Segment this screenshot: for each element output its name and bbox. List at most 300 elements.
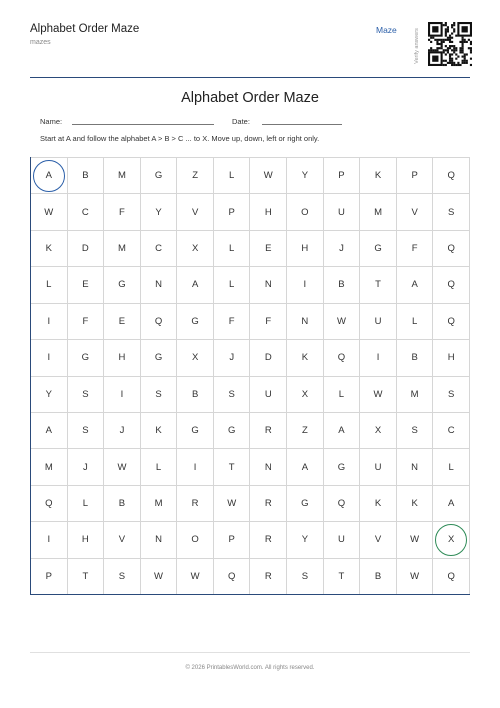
maze-cell[interactable] — [214, 558, 251, 594]
maze-cell[interactable] — [68, 558, 105, 594]
maze-cell[interactable] — [397, 558, 434, 594]
maze-cell[interactable] — [177, 157, 214, 193]
maze-cell[interactable] — [68, 485, 105, 521]
maze-cell-letter: U — [374, 315, 382, 327]
maze-cell-letter: H — [264, 206, 272, 218]
maze-cell[interactable] — [141, 448, 178, 484]
maze-cell[interactable] — [360, 193, 397, 229]
maze-cell-letter: K — [45, 243, 52, 255]
maze-cell-letter: P — [228, 206, 235, 218]
maze-cell[interactable] — [214, 193, 251, 229]
maze-cell[interactable] — [214, 485, 251, 521]
maze-cell-letter: B — [82, 170, 89, 182]
maze-cell-letter: X — [191, 352, 199, 364]
maze-cell[interactable] — [397, 303, 434, 339]
maze-cell-letter: B — [374, 570, 382, 582]
maze-cell-letter: Q — [447, 570, 455, 582]
maze-cell[interactable] — [104, 303, 141, 339]
maze-cell[interactable] — [250, 485, 287, 521]
maze-cell-letter: R — [264, 534, 272, 546]
maze-cell[interactable] — [141, 485, 178, 521]
maze-cell-letter: W — [263, 170, 273, 182]
maze-cell-letter: K — [374, 170, 382, 182]
maze-cell[interactable] — [214, 521, 251, 557]
maze-cell-letter: B — [191, 388, 199, 400]
maze-cell[interactable] — [287, 448, 324, 484]
maze-cell[interactable] — [287, 558, 324, 594]
maze-cell-letter: W — [336, 315, 346, 327]
maze-cell-letter: S — [411, 425, 418, 437]
maze-cell[interactable] — [433, 193, 470, 229]
maze-cell[interactable] — [397, 412, 434, 448]
maze-cell[interactable] — [177, 521, 214, 557]
maze-cell-letter: Q — [447, 315, 455, 327]
maze-cell-letter: P — [338, 170, 345, 182]
maze-cell[interactable] — [397, 157, 434, 193]
maze-cell-letter: J — [339, 243, 344, 255]
maze-cell-letter: K — [301, 352, 309, 364]
maze-cell-letter: S — [155, 388, 162, 400]
maze-cell[interactable] — [287, 485, 324, 521]
maze-cell-letter: R — [264, 425, 272, 437]
maze-cell-letter: T — [375, 279, 381, 291]
header-rule — [30, 77, 470, 78]
maze-cell[interactable] — [324, 193, 361, 229]
maze-cell-letter: A — [301, 461, 309, 473]
maze-cell-letter: N — [155, 534, 162, 546]
maze-cell[interactable] — [31, 521, 68, 557]
maze-cell-letter: S — [118, 570, 126, 582]
maze-cell[interactable] — [141, 376, 178, 412]
maze-cell-letter: F — [411, 243, 418, 255]
page-title: Alphabet Order Maze — [181, 90, 319, 106]
maze-cell[interactable] — [104, 485, 141, 521]
maze-cell[interactable] — [177, 230, 214, 266]
maze-cell[interactable] — [104, 376, 141, 412]
maze-cell-letter: W — [410, 534, 420, 546]
maze-cell[interactable] — [360, 485, 397, 521]
maze-cell-letter: B — [118, 497, 126, 509]
maze-cell-letter: Q — [337, 352, 346, 364]
maze-cell[interactable] — [141, 339, 178, 375]
maze-cell[interactable] — [214, 230, 251, 266]
maze-cell[interactable] — [324, 376, 361, 412]
maze-cell-letter: H — [118, 352, 126, 364]
maze-cell-letter: H — [81, 534, 89, 546]
maze-cell-letter: M — [44, 461, 53, 473]
date-label: Date: — [232, 117, 250, 126]
maze-cell[interactable] — [324, 412, 361, 448]
maze-cell[interactable] — [104, 339, 141, 375]
maze-cell-letter: A — [191, 279, 199, 291]
maze-cell[interactable] — [433, 266, 470, 302]
verify-answers-label — [410, 22, 424, 70]
maze-cell-letter: S — [448, 388, 455, 400]
maze-cell-letter: Z — [301, 425, 308, 437]
maze-cell[interactable] — [68, 448, 105, 484]
maze-cell[interactable] — [68, 266, 105, 302]
maze-cell[interactable] — [397, 230, 434, 266]
maze-cell-letter: S — [228, 388, 235, 400]
maze-cell[interactable] — [324, 448, 361, 484]
maze-cell[interactable] — [287, 412, 324, 448]
footer-rule — [30, 652, 470, 653]
maze-cell[interactable] — [324, 558, 361, 594]
maze-cell-letter: L — [229, 243, 235, 255]
maze-cell-letter: G — [154, 170, 163, 182]
maze-cell-letter: I — [303, 279, 307, 291]
maze-cell-letter: N — [301, 315, 309, 327]
maze-cell-letter: L — [338, 388, 345, 400]
maze-cell-letter: T — [82, 570, 89, 582]
maze-cell-letter: D — [264, 352, 272, 364]
maze-cell-letter: R — [264, 497, 272, 509]
maze-cell[interactable] — [68, 376, 105, 412]
maze-cell[interactable] — [250, 157, 287, 193]
maze-cell-letter: L — [82, 497, 89, 509]
maze-cell[interactable] — [360, 521, 397, 557]
maze-cell[interactable] — [433, 558, 470, 594]
maze-cell[interactable] — [177, 193, 214, 229]
maze-cell-letter: O — [191, 534, 199, 546]
site-subtitle: mazes — [30, 39, 51, 46]
maze-cell-letter: G — [191, 315, 199, 327]
maze-cell-letter: M — [374, 206, 382, 218]
maze-cell-letter: O — [301, 206, 309, 218]
maze-link[interactable]: Maze — [376, 25, 397, 35]
maze-cell-letter: I — [193, 461, 197, 473]
maze-cell[interactable] — [68, 157, 105, 193]
maze-cell-letter: V — [118, 534, 126, 546]
maze-cell-letter: A — [338, 425, 345, 437]
maze-cell[interactable] — [214, 339, 251, 375]
maze-cell[interactable] — [324, 485, 361, 521]
maze-cell-letter: Q — [447, 170, 455, 182]
maze-cell[interactable] — [250, 448, 287, 484]
maze-cell[interactable] — [287, 376, 324, 412]
maze-cell[interactable] — [360, 339, 397, 375]
maze-cell-letter: L — [229, 279, 235, 291]
maze-cell-letter: W — [373, 388, 383, 400]
verify-answers-text: Verify answers — [414, 28, 420, 64]
maze-cell-letter: J — [82, 461, 88, 473]
maze-cell[interactable] — [104, 521, 141, 557]
maze-cell[interactable] — [250, 521, 287, 557]
maze-cell[interactable] — [104, 157, 141, 193]
maze-cell[interactable] — [433, 412, 470, 448]
maze-cell[interactable] — [397, 521, 434, 557]
maze-cell[interactable] — [68, 412, 105, 448]
maze-cell[interactable] — [287, 521, 324, 557]
maze-cell[interactable] — [68, 230, 105, 266]
name-field[interactable] — [72, 124, 214, 125]
name-label: Name: — [40, 117, 63, 126]
maze-cell-letter: M — [117, 170, 126, 182]
maze-cell[interactable] — [287, 266, 324, 302]
maze-cell-letter: Q — [447, 279, 455, 291]
maze-cell-letter: F — [228, 315, 235, 327]
maze-cell[interactable] — [324, 521, 361, 557]
maze-cell-letter: G — [301, 497, 309, 509]
maze-cell[interactable] — [214, 376, 251, 412]
maze-cell[interactable] — [360, 266, 397, 302]
maze-cell[interactable] — [397, 266, 434, 302]
maze-cell[interactable] — [31, 193, 68, 229]
maze-cell[interactable] — [250, 230, 287, 266]
maze-cell[interactable] — [287, 230, 324, 266]
maze-cell[interactable] — [141, 157, 178, 193]
maze-cell-letter: W — [410, 570, 420, 582]
maze-cell-letter: G — [118, 279, 126, 291]
maze-cell[interactable] — [177, 485, 214, 521]
maze-cell-letter: B — [411, 352, 418, 364]
maze-cell-letter: V — [191, 206, 199, 218]
maze-cell-letter: S — [82, 388, 89, 400]
maze-cell-letter: Z — [192, 170, 199, 182]
maze-cell-letter: I — [47, 315, 51, 327]
maze-cell-letter: P — [228, 534, 235, 546]
site-title: Alphabet Order Maze — [30, 23, 140, 35]
maze-cell-letter: M — [154, 497, 163, 509]
maze-cell-letter: K — [374, 497, 382, 509]
maze-cell-letter: Q — [447, 243, 455, 255]
maze-cell-letter: Q — [154, 315, 163, 327]
maze-cell[interactable] — [360, 448, 397, 484]
maze-cell-letter: C — [155, 243, 162, 255]
maze-cell[interactable] — [177, 266, 214, 302]
maze-cell-letter: G — [81, 352, 90, 364]
maze-cell[interactable] — [141, 230, 178, 266]
maze-cell[interactable] — [177, 303, 214, 339]
maze-cell[interactable] — [214, 303, 251, 339]
maze-cell-letter: I — [376, 352, 380, 364]
maze-cell-letter: G — [374, 243, 382, 255]
maze-cell-letter: I — [47, 534, 51, 546]
maze-cell-letter: R — [264, 570, 272, 582]
maze-cell-letter: I — [47, 352, 51, 364]
maze-cell[interactable] — [104, 193, 141, 229]
maze-cell-letter: F — [265, 315, 272, 327]
qr-code-icon[interactable] — [428, 17, 472, 71]
maze-cell-letter: N — [411, 461, 419, 473]
maze-cell[interactable] — [433, 157, 470, 193]
maze-cell[interactable] — [31, 339, 68, 375]
maze-cell[interactable] — [141, 558, 178, 594]
maze-cell-letter: D — [81, 243, 89, 255]
maze-cell-letter: W — [190, 570, 200, 582]
maze-cell-letter: S — [301, 570, 309, 582]
maze-cell[interactable] — [214, 157, 251, 193]
maze-grid — [30, 157, 470, 595]
maze-cell[interactable] — [250, 266, 287, 302]
maze-cell[interactable] — [177, 448, 214, 484]
maze-cell-letter: H — [447, 352, 455, 364]
maze-cell-letter: U — [374, 461, 382, 473]
maze-cell[interactable] — [141, 303, 178, 339]
maze-cell-letter: Y — [301, 534, 309, 546]
maze-cell[interactable] — [214, 412, 251, 448]
maze-cell-letter: Y — [45, 388, 52, 400]
maze-cell[interactable] — [141, 193, 178, 229]
maze-cell[interactable] — [177, 339, 214, 375]
maze-cell-letter: P — [45, 570, 52, 582]
maze-cell[interactable] — [68, 303, 105, 339]
maze-cell-letter: U — [338, 206, 345, 218]
maze-cell-letter: A — [411, 279, 418, 291]
maze-cell-letter: H — [301, 243, 309, 255]
maze-cell[interactable] — [104, 558, 141, 594]
maze-cell[interactable] — [324, 230, 361, 266]
maze-cell-letter: L — [46, 279, 52, 291]
maze-cell[interactable] — [397, 339, 434, 375]
maze-cell-letter: M — [117, 243, 126, 255]
maze-cell-letter: U — [338, 534, 345, 546]
maze-cell[interactable] — [433, 303, 470, 339]
maze-cell-letter: M — [410, 388, 419, 400]
maze-cell[interactable] — [433, 485, 470, 521]
maze-cell[interactable] — [324, 157, 361, 193]
maze-cell[interactable] — [250, 303, 287, 339]
maze-cell-letter: W — [227, 497, 237, 509]
maze-cell-letter: W — [154, 570, 164, 582]
maze-cell[interactable] — [31, 376, 68, 412]
maze-cell-letter: W — [117, 461, 127, 473]
maze-cell-letter: X — [448, 534, 455, 546]
maze-cell[interactable] — [104, 230, 141, 266]
maze-cell-letter: X — [191, 243, 199, 255]
maze-cell-letter: Q — [45, 497, 53, 509]
maze-cell-letter: X — [301, 388, 309, 400]
maze-cell[interactable] — [68, 339, 105, 375]
maze-cell-letter: E — [118, 315, 126, 327]
maze-cell-letter: C — [447, 425, 455, 437]
maze-cell[interactable] — [31, 558, 68, 594]
maze-cell[interactable] — [104, 448, 141, 484]
maze-cell-letter: J — [229, 352, 235, 364]
maze-cell[interactable] — [214, 448, 251, 484]
maze-cell[interactable] — [177, 376, 214, 412]
maze-cell-letter: Q — [337, 497, 346, 509]
maze-cell-letter: T — [338, 570, 345, 582]
maze-cell[interactable] — [177, 558, 214, 594]
maze-cell[interactable] — [360, 412, 397, 448]
maze-cell-letter: F — [82, 315, 89, 327]
maze-cell-letter: P — [411, 170, 418, 182]
maze-cell[interactable] — [324, 303, 361, 339]
maze-cell[interactable] — [360, 303, 397, 339]
maze-cell-letter: K — [155, 425, 162, 437]
maze-cell[interactable] — [433, 339, 470, 375]
maze-cell[interactable] — [31, 412, 68, 448]
maze-cell[interactable] — [287, 339, 324, 375]
maze-cell[interactable] — [31, 230, 68, 266]
maze-cell[interactable] — [397, 485, 434, 521]
maze-cell[interactable] — [214, 266, 251, 302]
maze-cell-letter: S — [448, 206, 455, 218]
maze-cell[interactable] — [433, 230, 470, 266]
maze-cell-letter: L — [411, 315, 418, 327]
maze-cell-letter: E — [82, 279, 89, 291]
maze-cell[interactable] — [360, 376, 397, 412]
maze-cell[interactable] — [141, 521, 178, 557]
maze-cell-letter: A — [448, 497, 455, 509]
maze-cell-letter: G — [154, 352, 163, 364]
maze-cell-letter: G — [228, 425, 236, 437]
maze-cell-letter: L — [448, 461, 454, 473]
maze-cell[interactable] — [433, 376, 470, 412]
maze-cell-letter: Q — [228, 570, 236, 582]
maze-cell[interactable] — [31, 303, 68, 339]
maze-cell[interactable] — [250, 339, 287, 375]
maze-cell[interactable] — [141, 412, 178, 448]
maze-cell[interactable] — [250, 376, 287, 412]
maze-cell-letter: C — [81, 206, 89, 218]
maze-cell-letter: N — [264, 461, 272, 473]
maze-cell[interactable] — [177, 412, 214, 448]
maze-cell[interactable] — [397, 376, 434, 412]
maze-cell-letter: S — [82, 425, 89, 437]
maze-cell[interactable] — [360, 230, 397, 266]
date-field[interactable] — [262, 124, 342, 125]
maze-cell[interactable] — [324, 266, 361, 302]
maze-cell[interactable] — [104, 266, 141, 302]
maze-cell-letter: N — [155, 279, 162, 291]
maze-cell-letter: A — [45, 170, 52, 182]
maze-cell-letter: L — [229, 170, 235, 182]
maze-cell-letter: Y — [301, 170, 309, 182]
maze-cell-letter: T — [228, 461, 235, 473]
maze-cell[interactable] — [141, 266, 178, 302]
maze-cell[interactable] — [68, 521, 105, 557]
maze-cell-letter: N — [264, 279, 272, 291]
maze-cell-letter: J — [119, 425, 125, 437]
maze-cell-letter: R — [191, 497, 199, 509]
maze-cell-letter: G — [337, 461, 346, 473]
maze-cell-letter: Y — [155, 206, 162, 218]
maze-cell[interactable] — [250, 193, 287, 229]
maze-cell[interactable] — [31, 485, 68, 521]
maze-cell[interactable] — [31, 157, 68, 193]
maze-cell[interactable] — [287, 157, 324, 193]
maze-cell[interactable] — [433, 521, 470, 557]
maze-cell-letter: F — [119, 206, 125, 218]
maze-cell[interactable] — [31, 448, 68, 484]
maze-cell-letter: I — [120, 388, 124, 400]
maze-cell[interactable] — [104, 412, 141, 448]
maze-cell[interactable] — [68, 193, 105, 229]
maze-cell[interactable] — [360, 157, 397, 193]
maze-cell-letter: V — [374, 534, 382, 546]
maze-cell-letter: V — [411, 206, 418, 218]
maze-cell-letter: U — [264, 388, 272, 400]
maze-cell-letter: G — [191, 425, 199, 437]
maze-cell[interactable] — [250, 558, 287, 594]
maze-cell-letter: E — [265, 243, 272, 255]
maze-cell[interactable] — [397, 193, 434, 229]
maze-cell[interactable] — [397, 448, 434, 484]
maze-cell[interactable] — [287, 193, 324, 229]
footer-copyright: © 2026 PrintablesWorld.com. All rights reserved. — [185, 665, 315, 671]
maze-cell[interactable] — [324, 339, 361, 375]
maze-cell[interactable] — [287, 303, 324, 339]
maze-cell[interactable] — [250, 412, 287, 448]
instructions: Start at A and follow the alphabet A > B > C ... to X. Move up, down, left or right only. — [40, 134, 320, 143]
maze-cell[interactable] — [433, 448, 470, 484]
maze-cell[interactable] — [31, 266, 68, 302]
maze-cell-letter: A — [45, 425, 52, 437]
maze-cell-letter: B — [338, 279, 345, 291]
maze-cell[interactable] — [360, 558, 397, 594]
